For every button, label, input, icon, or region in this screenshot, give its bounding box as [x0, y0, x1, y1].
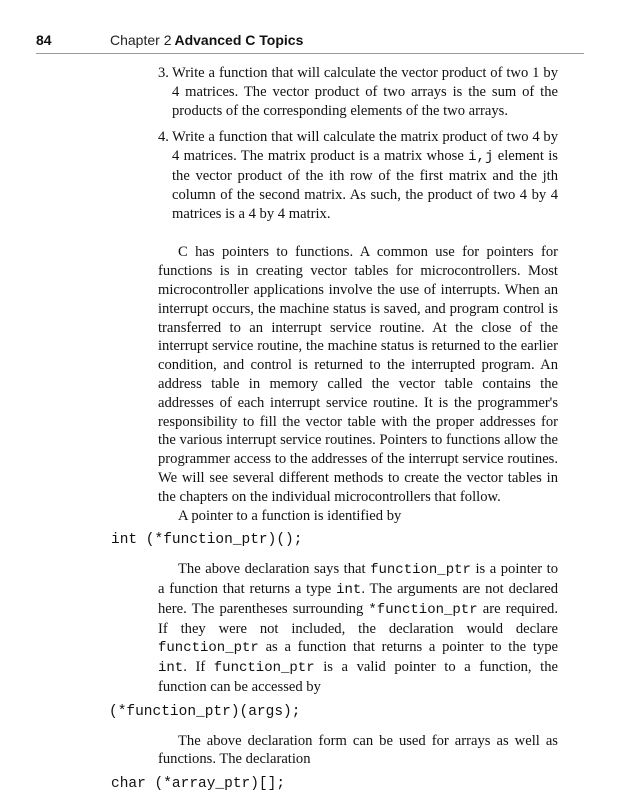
inline-code: int [158, 660, 184, 677]
body-paragraph: The above declaration form can be used for arrays as well as functions. The declaration [158, 732, 558, 768]
running-header [36, 32, 584, 54]
exercise-number: 4. [158, 129, 169, 146]
inline-code: function_ptr [213, 660, 315, 677]
exercise-text: Write a function that will calculate the vector product of two 1 by 4 matrices. The vector product of two arrays is the sum of the products of the corresponding elements of the two arrays. [172, 65, 558, 119]
inline-code: int [336, 581, 362, 598]
exercise-text: Write a function that will calculate the matrix product of two 4 by 4 matrices. The matrix product is a matrix whose i,j element is the vector product of the ith row of the first matrix and the jth column of the second matrix. As such, the product of two 4 by 4 matrices is a 4 by 4 matrix. [172, 129, 558, 222]
exercise-item [158, 64, 558, 120]
exercise-number: 3. [158, 65, 169, 81]
chapter-title: Advanced C Topics [174, 32, 304, 48]
inline-code: function_ptr [370, 562, 471, 579]
inline-code: function_ptr [158, 640, 259, 657]
body-paragraph: C has pointers to functions. A common use for pointers for functions is in creating vector tables for microcontrollers. Most microcontroller applications involve the use of interrupts. When an interrupt occurs, the machine status is saved, and program control is transferred to an interrupt service routine. At the close of the interrupt service routine, the machine status is returned to the earlier condition, and control is returned to the interrupted program. An address table in memory called the vector table contains the addresses of each interrupt service routine. It is the programmer's responsibility to fill the vector table with the proper addresses for the various interrupt service routines. Pointers to functions allow the programmer access to the addresses of the interrupt service routines. We will see several different methods to create the vector tables in the chapters on the individual microcontrollers that follow. [158, 244, 558, 505]
body-paragraph: The above declaration says that function_ptr is a pointer to a function that returns a type int. The arguments are not declared here. The parentheses surrounding *function_ptr are required. If they were not included, the declaration would declare function_ptr as a function that returns a pointer to the type int. If function_ptr is a valid pointer to a function, the function can be accessed by [158, 561, 559, 695]
inline-code: *function_ptr [368, 601, 478, 618]
exercise-item [158, 128, 558, 223]
chapter-label: Chapter 2 [110, 32, 172, 48]
page-number: 84 [36, 32, 52, 48]
page-body [109, 64, 559, 804]
code-block: char (*array_ptr)[]; [111, 776, 286, 793]
code-block: int (*function_ptr)(); [111, 532, 303, 549]
body-paragraph: A pointer to a function is identified by [178, 507, 402, 524]
code-block: (*function_ptr)(args); [109, 703, 301, 720]
inline-code: i,j [468, 149, 494, 166]
